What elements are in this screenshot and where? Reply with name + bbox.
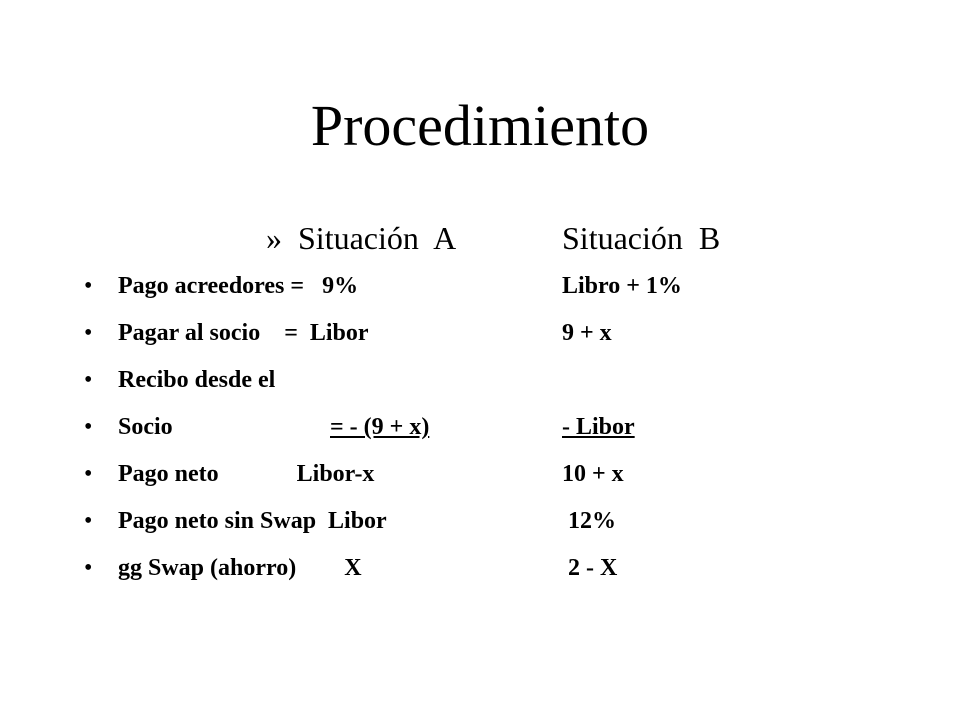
bullet-icon: • <box>84 414 93 440</box>
list-item <box>0 266 960 306</box>
subheader-situacion-a: Situación A <box>298 220 457 256</box>
bullet-icon: • <box>84 367 93 393</box>
row-situation-b: - Libor <box>562 414 635 440</box>
list-item <box>0 548 960 588</box>
subheader-marker: » <box>266 220 282 256</box>
list-item <box>0 454 960 494</box>
row-situation-a: Pagar al socio = Libor <box>118 320 369 346</box>
row-situation-a-value: = - (9 + x) <box>330 414 430 440</box>
bullet-icon: • <box>84 461 93 487</box>
list-item <box>0 501 960 541</box>
bullet-icon: • <box>84 273 93 299</box>
row-situation-a: gg Swap (ahorro) X <box>118 555 362 581</box>
list-item <box>0 407 960 447</box>
row-situation-b: 10 + x <box>562 461 624 487</box>
row-situation-b: 9 + x <box>562 320 612 346</box>
row-situation-a: Pago neto Libor-x <box>118 461 375 487</box>
slide-title: Procedimiento <box>310 93 650 158</box>
row-situation-b: 2 - X <box>562 555 618 581</box>
bullet-icon: • <box>84 555 93 581</box>
bullet-icon: • <box>84 508 93 534</box>
row-situation-b: 12% <box>562 508 616 534</box>
row-situation-a: Pago neto sin Swap Libor <box>118 508 387 534</box>
row-situation-b: Libro + 1% <box>562 273 682 299</box>
bullet-icon: • <box>84 320 93 346</box>
row-situation-a: Pago acreedores = 9% <box>118 273 359 299</box>
list-item <box>0 360 960 400</box>
list-item <box>0 313 960 353</box>
row-situation-a-label: Socio <box>118 414 173 440</box>
subheader-situacion-b: Situación B <box>562 220 721 256</box>
row-situation-a: Recibo desde el <box>118 367 276 393</box>
